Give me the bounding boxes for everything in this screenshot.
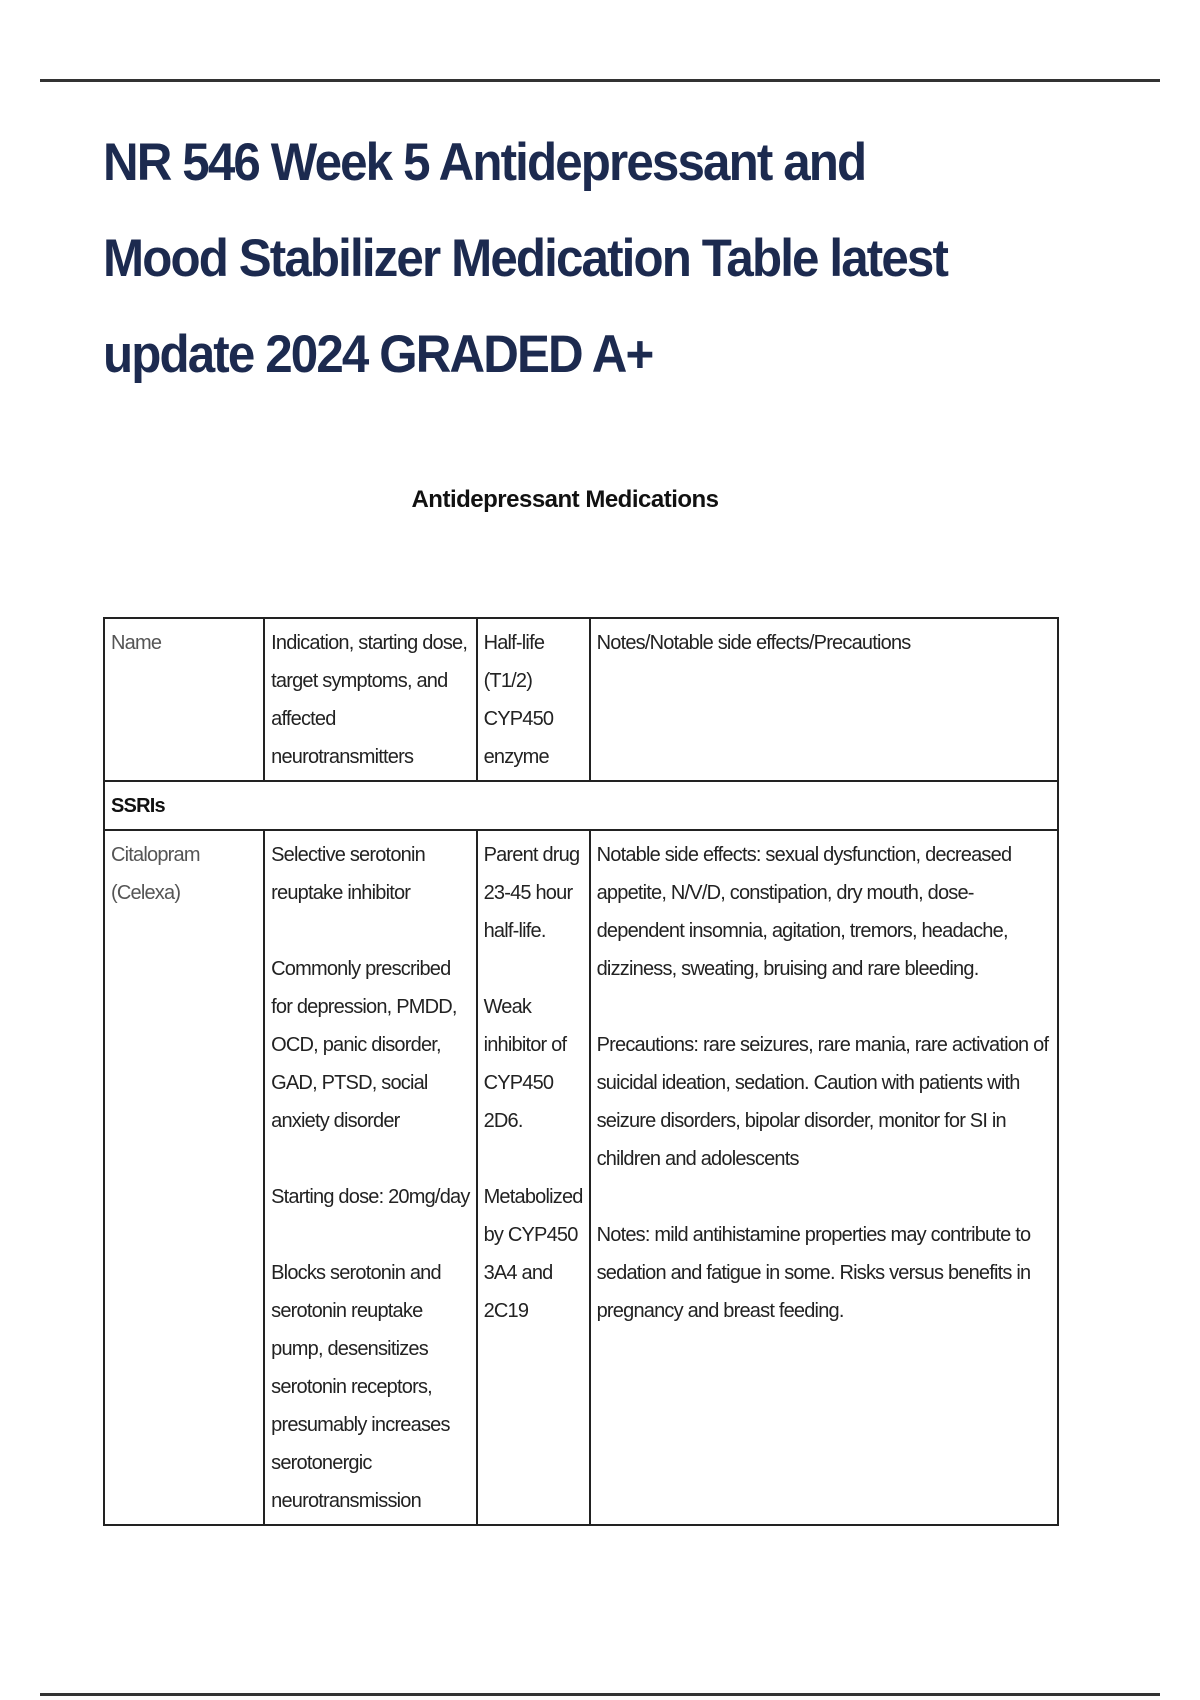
- top-divider: [40, 79, 1160, 82]
- header-indication: Indication, starting dose, target symptoms, and affected neurotransmitters: [264, 618, 476, 781]
- cyp-metabolism: Metabolized by CYP450 3A4 and 2C19: [483, 1186, 583, 1322]
- header-notes: Notes/Notable side effects/Precautions: [590, 618, 1058, 781]
- category-label: SSRIs: [104, 781, 1058, 830]
- indication-class: Selective serotonin reuptake inhibitor: [271, 844, 425, 904]
- indication-uses: Commonly prescribed for depression, PMDD, OCD, panic disorder, GAD, PTSD, social anxiety disorder: [271, 958, 457, 1132]
- document-title: NR 546 Week 5 Antidepressant and Mood Stabilizer Medication Table latest update 2024 GRADED A+: [103, 133, 948, 384]
- bottom-divider: [40, 1693, 1160, 1696]
- indication-starting-dose: Starting dose: 20mg/day: [271, 1186, 470, 1208]
- indication-mechanism: Blocks serotonin and serotonin reuptake pump, desensitizes serotonin receptors, presumably increases serotonergic neurotransmission: [271, 1262, 450, 1512]
- header-half-life: Half-life (T1/2) CYP450 enzyme: [477, 618, 590, 781]
- half-life-cell: [477, 830, 590, 1525]
- notes-side-effects: Notable side effects: sexual dysfunction, decreased appetite, N/V/D, constipation, dry mouth, dose-dependent insomnia, agitation, tremors, headache, dizziness, sweating, bruising and rare bleeding.: [596, 844, 1012, 980]
- drug-name: Citalopram (Celexa): [104, 830, 264, 1525]
- table-row: [104, 830, 1058, 1525]
- notes-cell: [590, 830, 1058, 1525]
- cyp-inhibition: Weak inhibitor of CYP450 2D6.: [483, 996, 567, 1132]
- indication-cell: [264, 830, 476, 1525]
- notes-precautions: Precautions: rare seizures, rare mania, rare activation of suicidal ideation, sedation. Caution with patients with seizure disorders, bipolar disorder, monitor for SI in children and adolescents: [596, 1034, 1049, 1170]
- category-row: [104, 781, 1058, 830]
- table-header-row: [104, 618, 1058, 781]
- medication-table: [103, 617, 1059, 1526]
- section-heading: Antidepressant Medications: [411, 486, 719, 513]
- header-name: Name: [104, 618, 264, 781]
- half-life-value: Parent drug 23-45 hour half-life.: [483, 844, 580, 942]
- notes-general: Notes: mild antihistamine properties may contribute to sedation and fatigue in some. Risks versus benefits in pregnancy and breast feeding.: [596, 1224, 1031, 1322]
